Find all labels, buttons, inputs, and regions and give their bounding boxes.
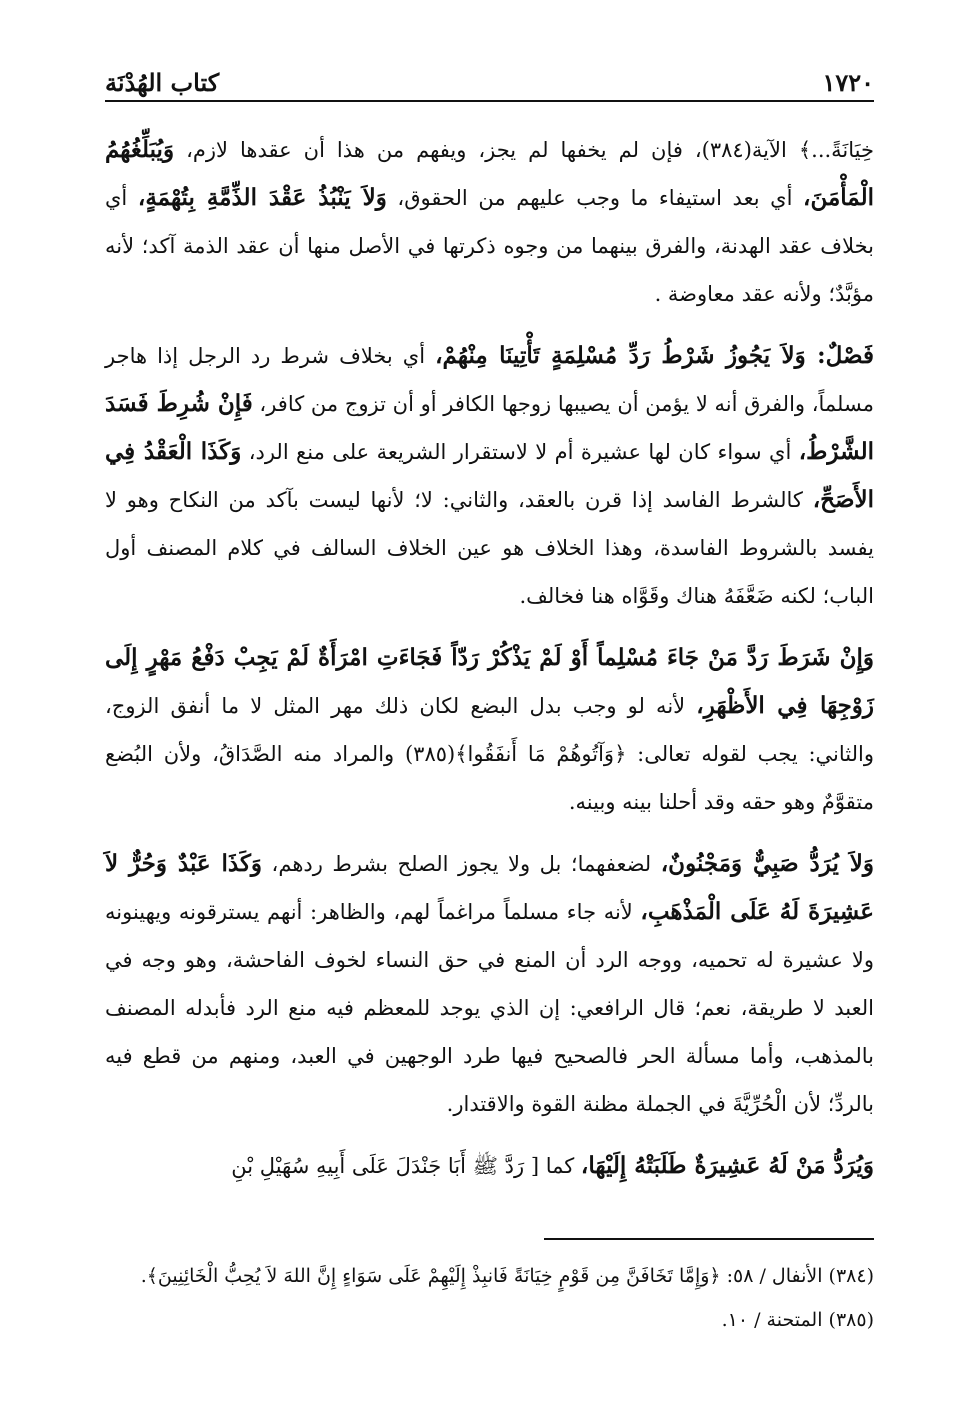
text-segment: أي بعد استيفاء ما وجب عليهم من الحقوق، — [386, 186, 804, 210]
text-segment: خِيَانَةً...﴾ الآية(٣٨٤)، فإن لم يخفها لم يجز، ويفهم من هذا أن عقدها لازم، — [174, 138, 874, 162]
footnote-385: (٣٨٥) المتحنة / ١٠. — [721, 1309, 874, 1331]
running-title: كتاب الهُدْنَة — [105, 68, 220, 97]
matn-text: وَلاَ يُرَدُّ صَبِيٌّ وَمَجْنُونٌ، — [660, 850, 874, 877]
matn-text: فَإِنْ شُرِطَ فَسَدَ الشَّرْطُ، — [105, 390, 874, 465]
paragraph-2 — [105, 332, 874, 620]
page-number: ١٧٢٠ — [822, 68, 874, 97]
paragraph-5 — [105, 1142, 874, 1190]
page-header — [105, 66, 874, 102]
matn-text: وَإِنْ شَرَطَ رَدَّ مَنْ جَاءَ مُسْلِماً أَوْ لَمْ يَذْكُرْ رَدّاً فَجَاءَتِ امْرَأَةٌ لَمْ يَجِبْ دَفْعُ مَهْرٍ إِلَى زَوْجِهَا فِي الأَظْهَرِ، — [105, 644, 875, 719]
text-segment: أي بخلاف شرط رد الرجل إذا هاجر مسلماً، والفرق أنه لا يؤمن أن يصيبها زوجها الكافر أو أن تزوج من كافر، — [105, 344, 874, 416]
text-segment: لأنه جاء مسلماً مراغماً لهم، والظاهر: أنهم يسترقونه ويهينونه ولا عشيرة له تحميه، ووجه الرد أن المنع في حق النساء لخوف الفاحشة، وهو وجه في العبد لا طريقة، نعم؛ قال الرافعي: إن الذي يوجد للمعظم فيه منع الرد فأبدله المصنف بالمذهب، وأما مسألة الحر فالصحيح فيها طرد الوجهين في العبد، ومنهم من قطع فيه بالردِّ؛ لأن الْحُرِّيَّةَ في الجملة مظنة القوة والاقتدار. — [105, 900, 874, 1116]
text-segment: كالشرط الفاسد إذا قرن بالعقد، والثاني: لا؛ لأنها ليست بآكد من النكاح وهو لا يفسد بالشروط الفاسدة، وهذا الخلاف هو عين الخلاف السالف في كلام المصنف أول الباب؛ لكنه ضَعَّفَهُ هناك وقَوَّاه هنا فخالف. — [105, 488, 874, 608]
matn-text: وَكَذَا الْعَقْدُ فِي الأَصَحِّ، — [105, 438, 874, 513]
paragraph-3 — [105, 634, 874, 826]
text-segment: أي سواء كان لها عشيرة أم لا لاستقرار الشريعة على منع الرد، — [241, 440, 799, 464]
paragraph-1 — [105, 126, 874, 318]
paragraph-4 — [105, 840, 874, 1128]
footnotes — [105, 1254, 874, 1342]
footnote-separator — [544, 1238, 874, 1240]
matn-text: وَكَذَا عَبْدٌ وَحُرٌّ لاَ عَشِيرَةَ لَهُ عَلَى الْمَذْهَبِ، — [105, 850, 875, 925]
matn-text: وَيُبَلِّغُهُمُ الْمَأْمَنَ، — [105, 136, 875, 211]
matn-text: وَيُرَدُّ مَنْ لَهُ عَشِيرَةٌ طَلَبَتْهُ إِلَيْهَا، — [580, 1152, 874, 1179]
text-segment: لضعفهما؛ بل ولا يجوز الصلح بشرط ردهم، — [262, 852, 661, 876]
text-segment: لأنه لو وجب بدل البضع لكان ذلك مهر المثل لا ما أنفق الزوج، والثاني: يجب لقوله تعالى: ﴿وَآتُوهُمْ مَا أَنفَقُوا﴾(٣٨٥) والمراد منه الصَّدَاقُ، ولأن البُضع متقوَّمٌ وهو حقه وقد أحلنا بينه وبينه. — [105, 694, 874, 814]
text-segment: أي بخلاف عقد الهدنة، والفرق بينهما من وجوه ذكرتها في الأصل منها أن عقد الذمة آكد؛ لأنه مؤبَّدٌ؛ ولأنه عقد معاوضة . — [105, 186, 874, 306]
main-text — [105, 126, 874, 1190]
text-segment: كما [ رَدَّ ﷺ أَبَا جَنْدَلَ عَلَى أَبِيهِ سُهَيْلِ بْنِ — [231, 1154, 581, 1178]
matn-text: وَلاَ يَنْبُذُ عَقْدَ الذِّمَّةِ بِتُهْمَةٍ، — [137, 184, 387, 211]
matn-text: فَصْلٌ: وَلاَ يَجُوزُ شَرْطُ رَدِّ مُسْلِمَةٍ تَأْتِينَا مِنْهُمْ، — [435, 342, 874, 369]
footnote-384: (٣٨٤) الأنفال / ٥٨: ﴿وَإِمَّا تَخَافَنَّ مِن قَوْمٍ خِيَانَةً فَانبِذْ إِلَيْهِمْ عَلَى سَوَاءٍ إِنَّ اللهَ لاَ يُحِبُّ الْخَائِنِينَ﴾. — [140, 1265, 874, 1287]
